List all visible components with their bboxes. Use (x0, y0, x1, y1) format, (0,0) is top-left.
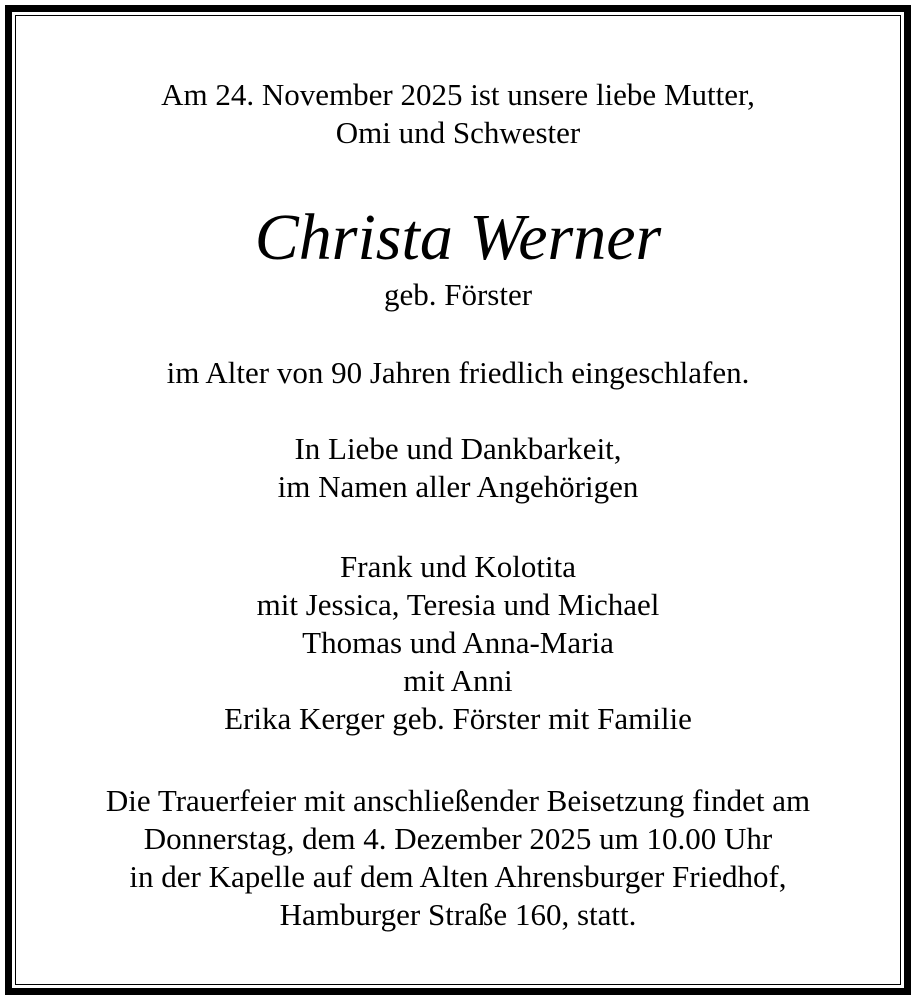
family-member: mit Anni (403, 663, 513, 698)
family-list (0, 548, 916, 738)
family-member: Frank und Kolotita (340, 549, 576, 584)
deceased-name: Christa Werner (254, 201, 662, 274)
service-line: Die Trauerfeier mit anschließender Beisetzung findet am (105, 783, 811, 818)
family-member: Thomas und Anna-Maria (302, 625, 614, 660)
closing-line: In Liebe und Dankbarkeit, (294, 431, 622, 466)
birth-name-block (0, 276, 916, 314)
closing-block (0, 430, 916, 506)
intro-line: Am 24. November 2025 ist unsere liebe Mutter, (161, 77, 755, 112)
family-member: Erika Kerger geb. Förster mit Familie (224, 701, 692, 736)
birth-name: geb. Förster (383, 277, 533, 312)
intro-line: Omi und Schwester (335, 115, 581, 150)
service-line: in der Kapelle auf dem Alten Ahrensburger Friedhof, (129, 859, 787, 894)
intro-block (0, 76, 916, 152)
age-line: im Alter von 90 Jahren friedlich eingeschlafen. (166, 355, 750, 390)
family-member: mit Jessica, Teresia und Michael (256, 587, 660, 622)
service-line: Hamburger Straße 160, statt. (279, 897, 637, 932)
closing-line: im Namen aller Angehörigen (277, 469, 639, 504)
service-info (0, 782, 916, 934)
age-block (0, 354, 916, 392)
service-line: Donnerstag, dem 4. Dezember 2025 um 10.00 Uhr (143, 821, 773, 856)
